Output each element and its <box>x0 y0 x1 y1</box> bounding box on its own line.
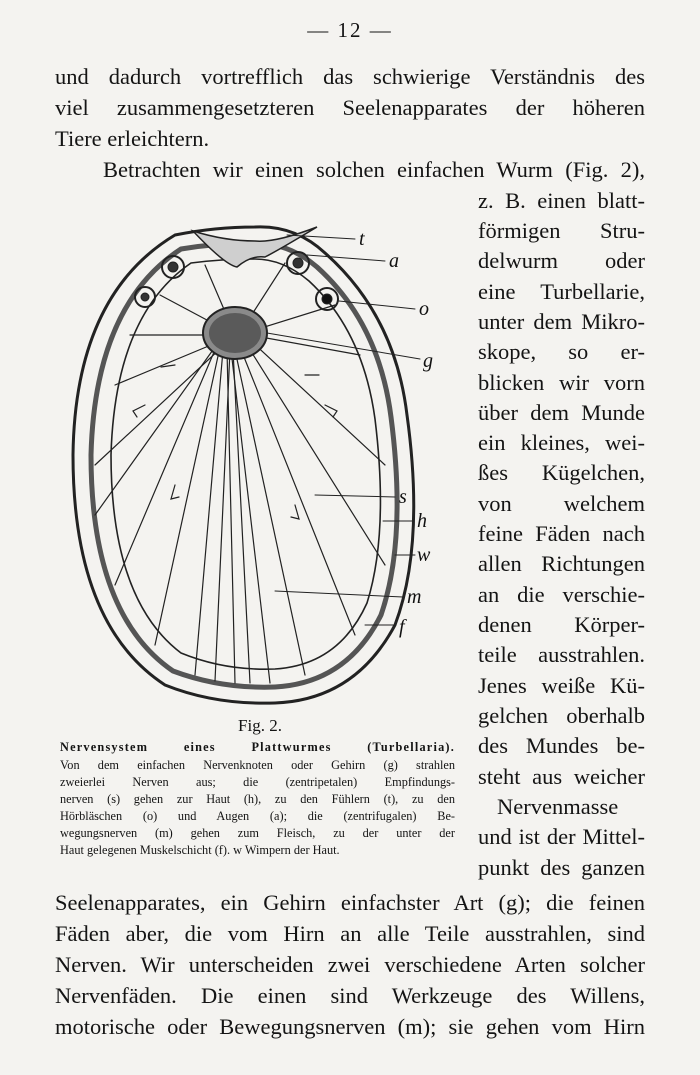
label-s: s <box>399 486 407 508</box>
label-t: t <box>359 228 365 250</box>
side-line: förmigen Stru- <box>478 218 645 243</box>
side-line: über dem Munde <box>478 400 645 425</box>
bottom-line-1: Seelenapparates, ein Gehirn einfachster Art (g); die feinen <box>55 890 645 915</box>
figure-caption-line: Von dem einfachen Nervenknoten oder Gehirn (g) strahlen <box>60 758 455 772</box>
side-line: teile ausstrahlen. <box>478 642 645 667</box>
label-a: a <box>389 250 399 272</box>
figure-caption-line: Hörbläschen (o) und Augen (a); die (zentrifugalen) Be- <box>60 809 455 823</box>
figure-caption-line: wegungsnerven (m) gehen zum Fleisch, zu der unter der <box>60 826 455 840</box>
side-line: allen Richtungen <box>478 551 645 576</box>
intro-line-3: Tiere erleichtern. <box>55 126 210 151</box>
bottom-line-3: Nerven. Wir unterscheiden zwei verschiedene Arten solcher <box>55 952 645 977</box>
figure-caption-line: nerven (s) gehen zur Haut (h), zu den Fühlern (t), zu den <box>60 792 455 806</box>
label-o: o <box>419 298 429 320</box>
label-g: g <box>423 350 433 372</box>
bottom-line-4: Nervenfäden. Die einen sind Werkzeuge des Willens, <box>55 983 645 1008</box>
intro-line-2: viel zusammengesetzteren Seelenapparates der höheren <box>55 95 645 120</box>
side-line: z. B. einen blatt- <box>478 188 645 213</box>
intro-line-1: und dadurch vortrefflich das schwierige Verständnis des <box>55 64 645 89</box>
label-h: h <box>417 510 427 532</box>
side-line: von welchem <box>478 491 645 516</box>
side-line: an die verschie- <box>478 582 645 607</box>
bottom-line-2: Fäden aber, die vom Hirn an alle Teile ausstrahlen, sind <box>55 921 645 946</box>
label-f: f <box>399 616 405 638</box>
side-line: gelchen oberhalb <box>478 703 645 728</box>
side-line: eine Turbellarie, <box>478 279 645 304</box>
page-number: — 12 — <box>307 18 393 42</box>
side-line: unter dem Mikro- <box>478 309 645 334</box>
side-line: des Mundes be- <box>478 733 645 758</box>
label-w: w <box>417 544 431 566</box>
figure-caption-heading: Nervensystem eines Plattwurmes (Turbellaria). <box>60 740 455 754</box>
side-line: skope, so er- <box>478 339 645 364</box>
side-line: Nervenmasse <box>497 794 619 819</box>
side-line: steht aus weicher <box>478 764 645 789</box>
bottom-line-5: motorische oder Bewegungsnerven (m); sie gehen vom Hirn <box>55 1014 645 1039</box>
intro-line-4: Betrachten wir einen solchen einfachen Wurm (Fig. 2), <box>103 157 645 182</box>
side-line: delwurm oder <box>478 248 645 273</box>
figure-illustration <box>55 205 465 715</box>
side-line: ßes Kügelchen, <box>478 460 645 485</box>
side-line: punkt des ganzen <box>478 855 645 880</box>
side-line: blicken wir vorn <box>478 370 645 395</box>
figure-title: Fig. 2. <box>238 716 282 735</box>
side-line: denen Körper- <box>478 612 645 637</box>
label-m: m <box>407 586 422 608</box>
side-line: Jenes weiße Kü- <box>478 673 645 698</box>
side-line: und ist der Mittel- <box>478 824 645 849</box>
side-line: feine Fäden nach <box>478 521 645 546</box>
figure-caption-line: zweierlei Nerven aus; die (zentripetalen) Empfindungs- <box>60 775 455 789</box>
side-line: ein kleines, wei- <box>478 430 645 455</box>
figure-caption-line: Haut gelegenen Muskelschicht (f). w Wimpern der Haut. <box>60 843 340 857</box>
